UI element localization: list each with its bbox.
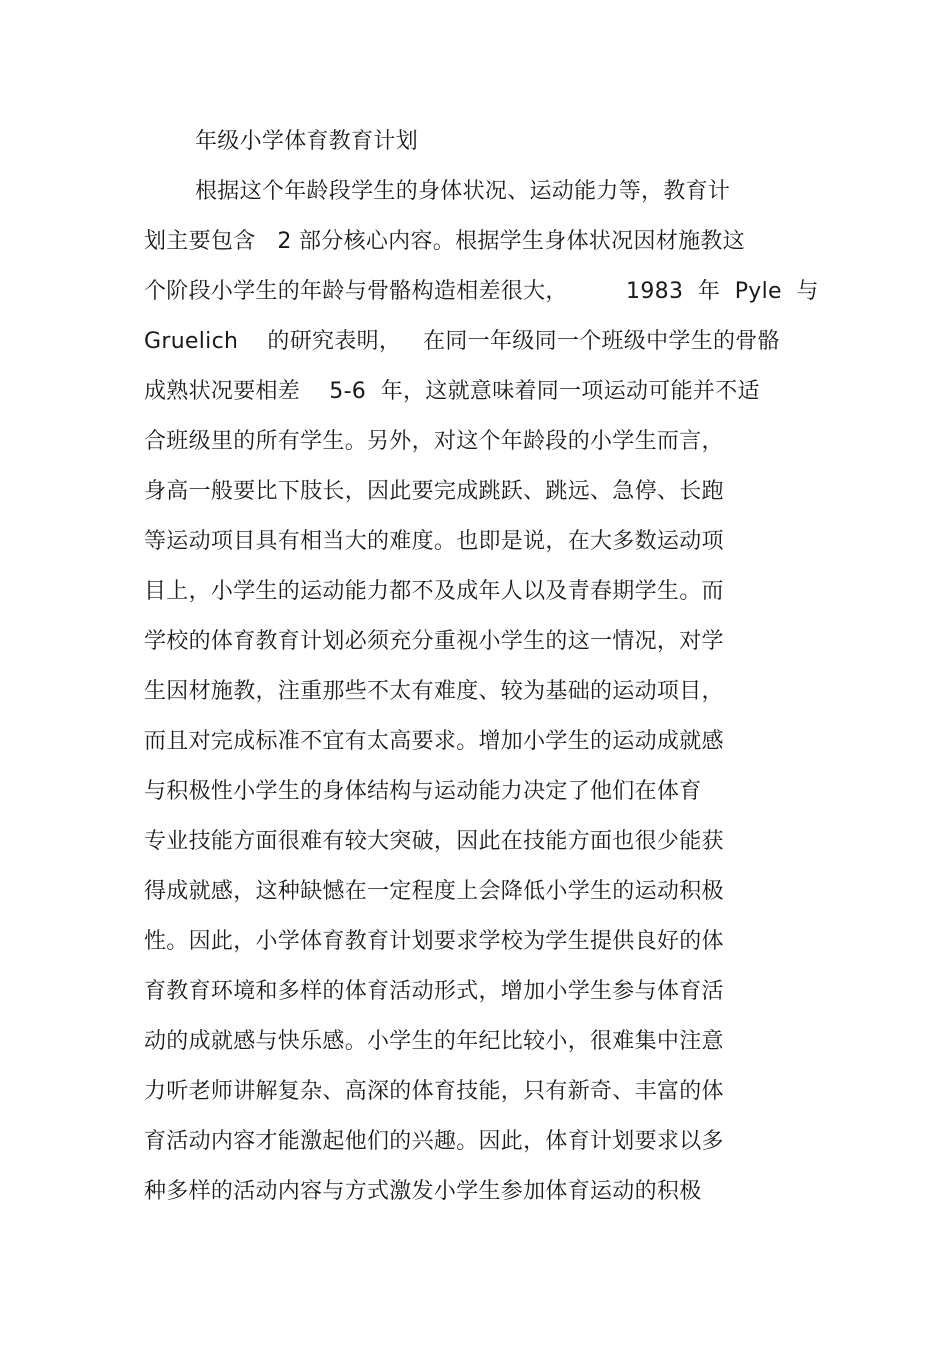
paragraph-line: Gruelich 的研究表明， 在同一年级同一个班级中学生的骨骼 — [144, 329, 780, 354]
document-title: 年级小学体育教育计划 — [195, 129, 419, 154]
paragraph-line: 性。因此，小学体育教育计划要求学校为学生提供良好的体 — [144, 929, 724, 954]
paragraph-line: 合班级里的所有学生。另外，对这个年龄段的小学生而言， — [144, 429, 724, 454]
paragraph-line: 划主要包含 2 部分核心内容。根据学生身体状况因材施教这 — [144, 229, 745, 254]
paragraph-line: 根据这个年龄段学生的身体状况、运动能力等，教育计 — [195, 179, 731, 204]
paragraph-line: 学校的体育教育计划必须充分重视小学生的这一情况，对学 — [144, 629, 724, 654]
paragraph-line: 与积极性小学生的身体结构与运动能力决定了他们在体育 — [144, 779, 702, 804]
paragraph-line: 育活动内容才能激起他们的兴趣。因此，体育计划要求以多 — [144, 1129, 724, 1154]
paragraph-line: 等运动项目具有相当大的难度。也即是说，在大多数运动项 — [144, 529, 724, 554]
paragraph-line: 身高一般要比下肢长，因此要完成跳跃、跳远、急停、长跑 — [144, 479, 724, 504]
paragraph-line: 成熟状况要相差 5-6 年，这就意味着同一项运动可能并不适 — [144, 379, 760, 404]
paragraph-line: 力听老师讲解复杂、高深的体育技能，只有新奇、丰富的体 — [144, 1079, 724, 1104]
paragraph-line: 种多样的活动内容与方式激发小学生参加体育运动的积极 — [144, 1179, 702, 1204]
paragraph-line: 动的成就感与快乐感。小学生的年纪比较小，很难集中注意 — [144, 1029, 724, 1054]
paragraph-line: 育教育环境和多样的体育活动形式，增加小学生参与体育活 — [144, 979, 724, 1004]
paragraph-line: 专业技能方面很难有较大突破，因此在技能方面也很少能获 — [144, 829, 724, 854]
paragraph-line: 生因材施教，注重那些不太有难度、较为基础的运动项目， — [144, 679, 724, 704]
paragraph-line: 得成就感，这种缺憾在一定程度上会降低小学生的运动积极 — [144, 879, 724, 904]
paragraph-line: 目上，小学生的运动能力都不及成年人以及青春期学生。而 — [144, 579, 724, 604]
paragraph-line: 而且对完成标准不宜有太高要求。增加小学生的运动成就感 — [144, 729, 724, 754]
paragraph-line: 个阶段小学生的年龄与骨骼构造相差很大， 1983 年 Pyle 与 — [144, 279, 819, 304]
